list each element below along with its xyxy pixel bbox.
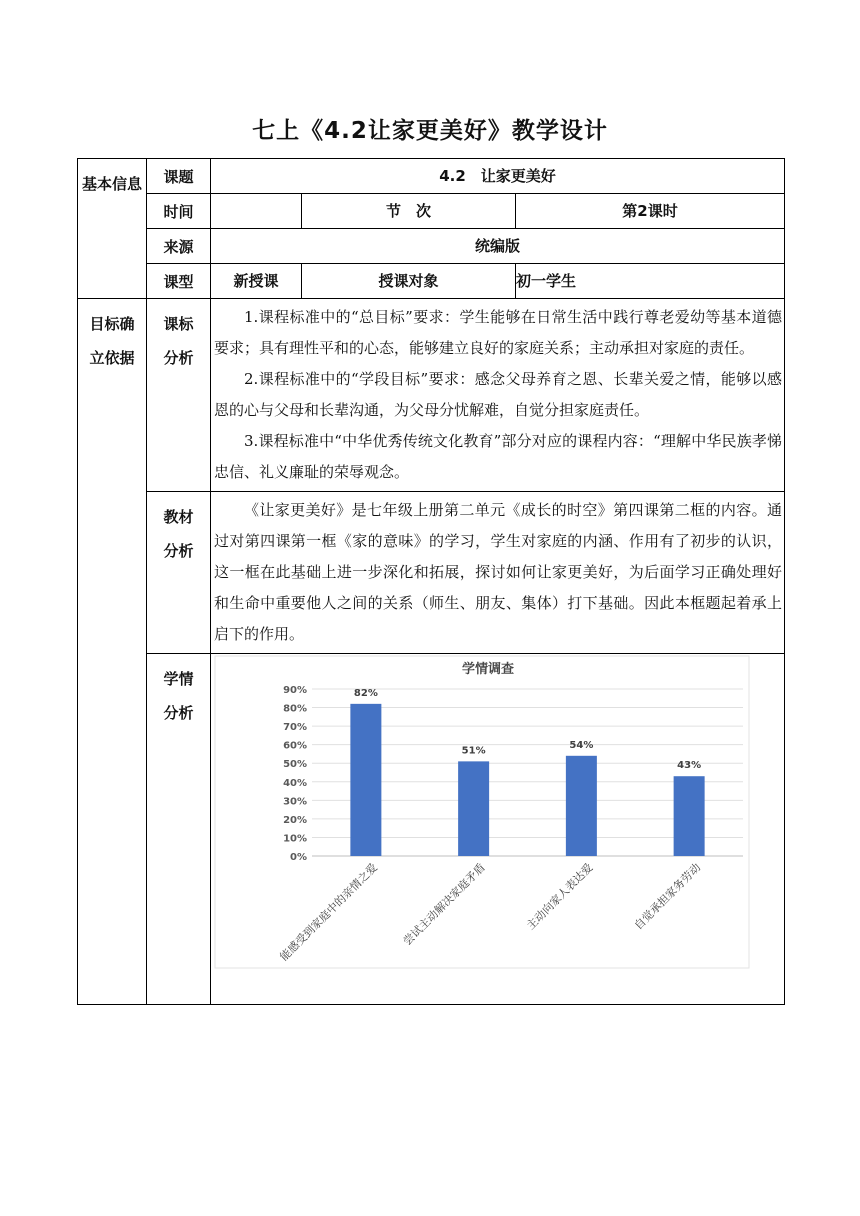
y-tick-label: 80%	[283, 703, 307, 715]
standard-paragraph: 2.课程标准中的“学段目标”要求：感念父母养育之恩、长辈关爱之情，能够以感恩的心与父母和长辈沟通，为父母分忧解难，自觉分担家庭责任。	[214, 370, 783, 419]
period-label: 节 次	[302, 194, 516, 229]
bar-value-label: 51%	[461, 745, 486, 757]
x-category-label: 自觉承担家务劳动	[631, 860, 704, 933]
row-standard-analysis	[78, 299, 785, 492]
row-source	[78, 229, 785, 264]
topic-label: 课题	[147, 159, 211, 194]
document-title: 七上《4.2让家更美好》教学设计	[252, 118, 608, 144]
survey-bar-chart	[211, 654, 781, 1000]
y-tick-label: 20%	[283, 814, 307, 826]
row-student-analysis	[78, 654, 785, 1005]
type-label: 课型	[147, 264, 211, 299]
y-tick-label: 60%	[283, 740, 307, 752]
row-time	[78, 194, 785, 229]
time-label: 时间	[147, 194, 211, 229]
bar-value-label: 54%	[569, 739, 594, 751]
standard-paragraph: 3.课程标准中“中华优秀传统文化教育”部分对应的课程内容：“理解中华民族孝悌忠信、礼义廉耻的荣辱观念。	[214, 432, 783, 481]
y-tick-label: 10%	[283, 833, 307, 845]
textbook-paragraph: 《让家更美好》是七年级上册第二单元《成长的时空》第四课第二框的内容。通过对第四课第一框《家的意味》的学习，学生对家庭的内涵、作用有了初步的认识，这一框在此基础上进一步深化和拓展，探讨如何让家更美好，为后面学习正确处理好和生命中重要他人之间的关系（师生、朋友、集体）打下基础。因此本框题起着承上启下的作用。	[214, 501, 783, 643]
chart-title: 学情调查	[461, 662, 515, 677]
x-category-label: 尝试主动解决家庭矛盾	[400, 860, 488, 948]
bar	[674, 776, 705, 856]
bar-value-label: 82%	[353, 687, 378, 699]
standard-analysis-label: 课标分析	[147, 299, 211, 492]
source-label: 来源	[147, 229, 211, 264]
y-tick-label: 30%	[283, 796, 307, 808]
bar	[350, 704, 381, 856]
row-type	[78, 264, 785, 299]
time-value	[211, 194, 302, 229]
textbook-analysis-text	[211, 492, 785, 654]
audience-value: 初一学生	[516, 264, 785, 299]
basic-info-label: 基本信息	[78, 159, 147, 299]
audience-label: 授课对象	[302, 264, 516, 299]
goal-basis-label: 目标确立依据	[78, 299, 147, 1005]
student-analysis-label: 学情分析	[147, 654, 211, 1005]
bar	[566, 756, 597, 856]
y-tick-label: 40%	[283, 777, 307, 789]
bar	[458, 761, 489, 856]
row-topic	[78, 159, 785, 194]
topic-value: 4.2 让家更美好	[211, 159, 785, 194]
type-value: 新授课	[211, 264, 302, 299]
row-textbook-analysis	[78, 492, 785, 654]
y-tick-label: 70%	[283, 722, 307, 734]
bar-value-label: 43%	[677, 760, 702, 772]
x-category-label: 能感受到家庭中的亲情之爱	[277, 860, 380, 964]
period-value: 第2课时	[516, 194, 785, 229]
y-tick-label: 90%	[283, 685, 307, 696]
y-tick-label: 0%	[290, 852, 307, 863]
student-analysis-chart-cell	[211, 654, 785, 1005]
standard-analysis-text	[211, 299, 785, 492]
lesson-design-table	[77, 158, 785, 1005]
x-category-label: 主动向家人表达爱	[524, 860, 596, 933]
y-tick-label: 50%	[283, 759, 307, 771]
textbook-analysis-label: 教材分析	[147, 492, 211, 654]
standard-paragraph: 1.课程标准中的“总目标”要求：学生能够在日常生活中践行尊老爱幼等基本道德要求；具有理性平和的心态，能够建立良好的家庭关系；主动承担对家庭的责任。	[214, 308, 783, 357]
source-value: 统编版	[211, 229, 785, 264]
